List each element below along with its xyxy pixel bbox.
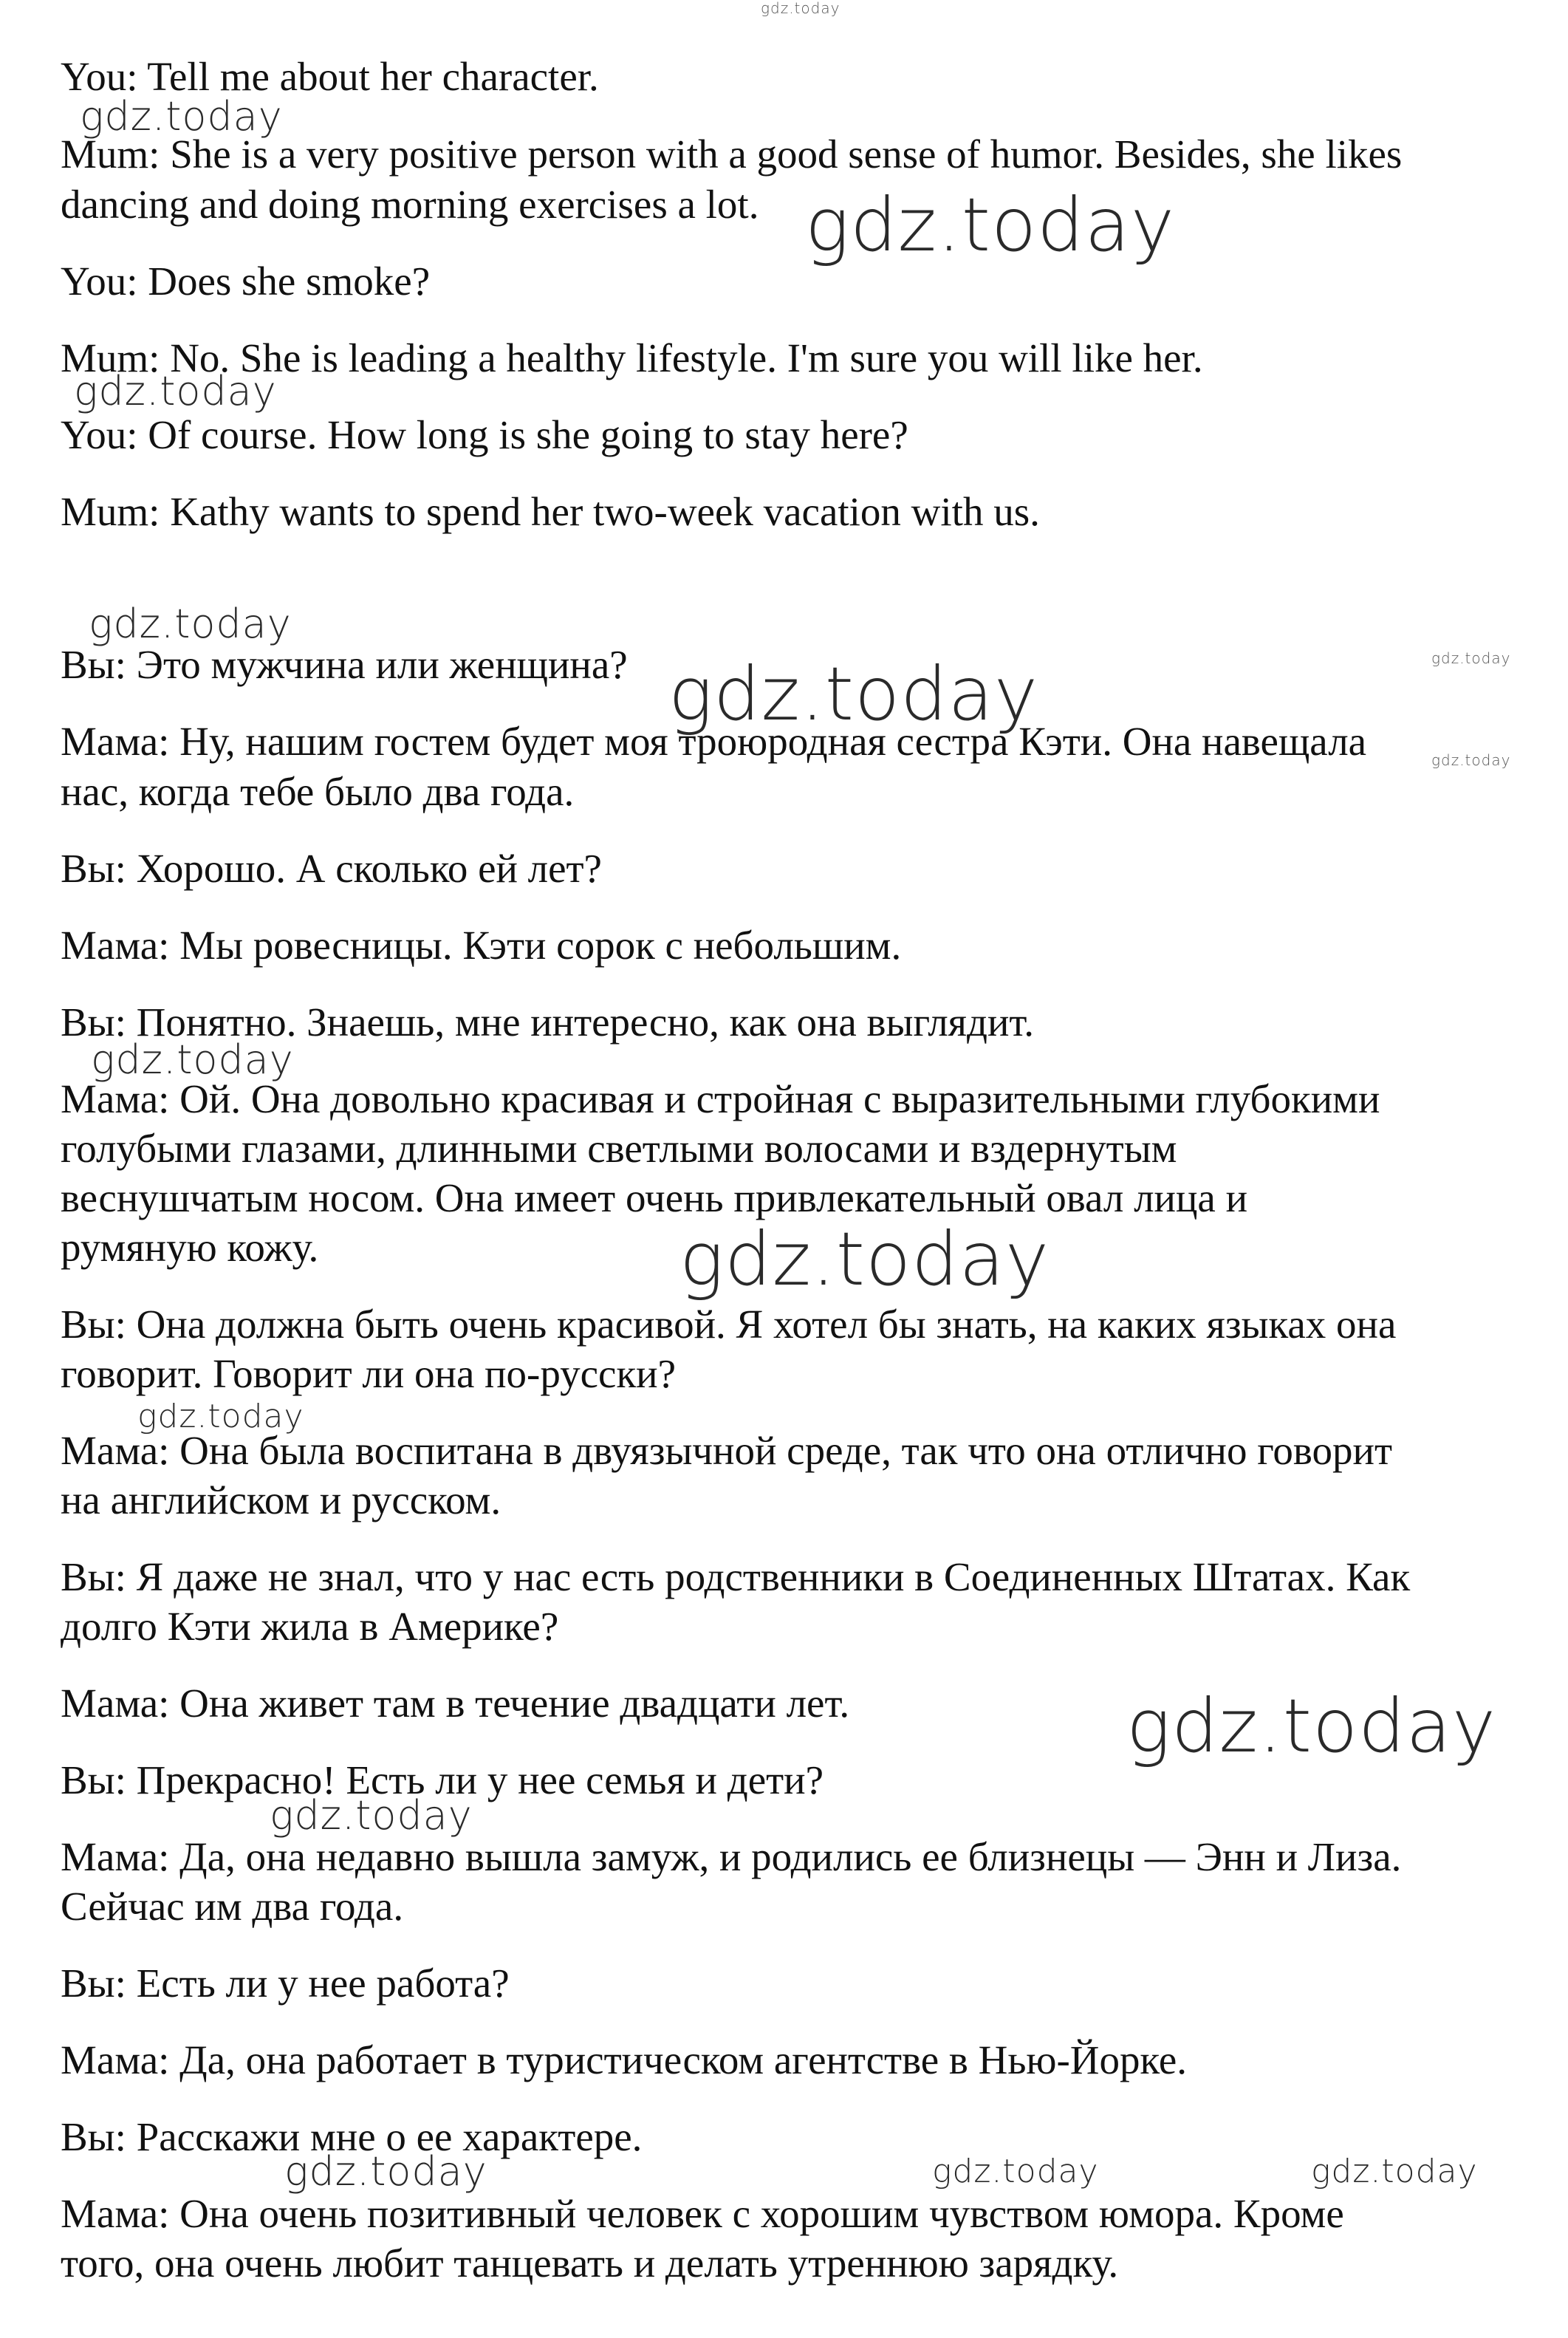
watermark: gdz.today [80,93,283,140]
text-line: Mum: Kathy wants to spend her two-week vacation with us. [61,489,1040,534]
text-line: долго Кэти жила в Америке? [61,1604,559,1649]
watermark: gdz.today [761,0,841,17]
text-line: на английском и русском. [61,1477,501,1522]
text-line: Мама: Ну, нашим гостем будет моя троюродная сестра Кэти. Она навещала [61,719,1367,764]
text-line: Мама: Она живет там в течение двадцати лет. [61,1681,850,1726]
text-line: Мама: Ой. Она довольно красивая и стройная с выразительными глубокими [61,1076,1380,1121]
text-line: говорит. Говорит ли она по-русски? [61,1351,677,1396]
text-line: Вы: Понятно. Знаешь, мне интересно, как она выглядит. [61,999,1035,1045]
watermark: gdz.today [284,2148,487,2195]
watermark: gdz.today [1431,751,1511,769]
text-line: Mum: She is a very positive person with a good sense of humor. Besides, she likes [61,131,1403,177]
watermark: gdz.today [1311,2153,1478,2190]
text-line: Мама: Да, она недавно вышла замуж, и родились ее близнецы — Энн и Лиза. [61,1834,1402,1879]
text-line: веснушчатым носом. Она имеет очень привлекательный овал лица и [61,1175,1248,1220]
text-line: Вы: Она должна быть очень красивой. Я хотел бы знать, на каких языках она [61,1302,1397,1347]
text-line: Мама: Да, она работает в туристическом агентстве в Нью-Йорке. [61,2037,1188,2082]
watermark: gdz.today [270,1792,473,1839]
watermark: gdz.today [89,601,292,647]
watermark: gdz.today [91,1036,294,1083]
text-line: Мама: Мы ровесницы. Кэти сорок с небольшим. [61,923,902,968]
text-line: Вы: Есть ли у нее работа? [61,1961,510,2006]
text-line: You: Does she smoke? [61,259,431,304]
text-line: Mum: No. She is leading a healthy lifestyle. I'm sure you will like her. [61,335,1203,380]
text-line: голубыми глазами, длинными светлыми волосами и вздернутым [61,1126,1177,1171]
text-line: Вы: Прекрасно! Есть ли у нее семья и дети? [61,1757,824,1802]
text-line: Вы: Расскажи мне о ее характере. [61,2114,643,2159]
text-line: Вы: Это мужчина или женщина? [61,642,628,687]
watermark: gdz.today [1431,649,1511,667]
text-line: Сейчас им два года. [61,1884,404,1929]
watermark: gdz.today [932,2153,1099,2190]
text-line: You: Of course. How long is she going to stay here? [61,412,908,457]
watermark: gdz.today [137,1398,304,1435]
watermark: gdz.today [679,1216,1050,1302]
watermark: gdz.today [74,368,277,414]
text-line: румяную кожу. [61,1225,319,1270]
text-line: Вы: Хорошо. А сколько ей лет? [61,846,602,891]
text-line: Мама: Она очень позитивный человек с хорошим чувством юмора. Кроме [61,2191,1344,2236]
watermark: gdz.today [805,182,1176,268]
text-line: Мама: Она была воспитана в двуязычной среде, так что она отлично говорит [61,1428,1392,1473]
text-line: нас, когда тебе было два года. [61,769,575,814]
text-line: You: Tell me about her character. [61,54,599,99]
watermark: gdz.today [1126,1683,1497,1769]
text-line: того, она очень любит танцевать и делать утреннюю зарядку. [61,2240,1119,2286]
watermark: gdz.today [668,651,1039,737]
text-line: dancing and doing morning exercises a lot. [61,182,759,227]
text-line: Вы: Я даже не знал, что у нас есть родственники в Соединенных Штатах. Как [61,1554,1411,1599]
